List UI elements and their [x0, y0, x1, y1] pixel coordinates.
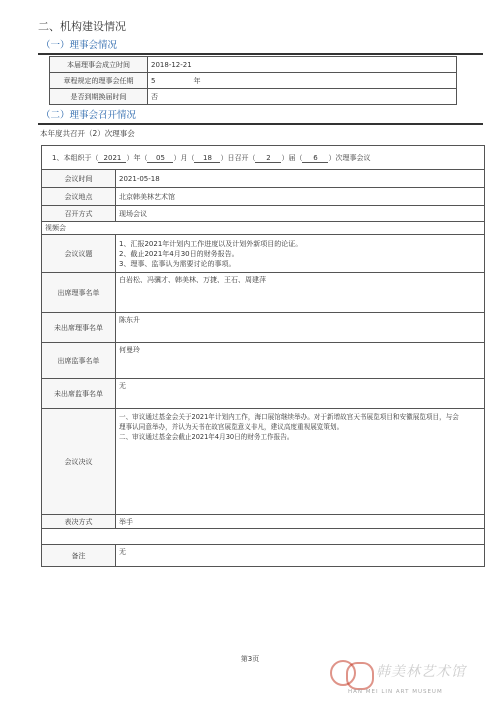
meeting-line-text-2: ）年（ [126, 153, 148, 162]
term-label: 章程规定的理事会任期 [50, 73, 148, 89]
meeting-day: 18 [194, 154, 220, 163]
present-directors-value: 白岩松、冯骥才、韩美林、万捷、王石、周建萍 [116, 273, 485, 313]
absent-directors-label: 未出席理事名单 [42, 313, 116, 343]
founding-date-value: 2018-12-21 [148, 57, 457, 73]
agenda-item: 1、汇报2021年计划内工作进度以及计划外新项目的论证。 [119, 239, 303, 248]
agenda-label: 会议议题 [42, 235, 116, 273]
meeting-time-value: 2021-05-18 [116, 170, 485, 188]
meeting-line-text-4: ）日召开（ [220, 153, 256, 162]
vote-method-label: 表决方式 [42, 515, 116, 529]
meeting-number: 6 [302, 154, 328, 163]
resolution-line: 理事认同意举办，并认为天书在故宫展览意义非凡，建议高度重视展览策划。 [119, 423, 344, 431]
meeting-session: 2 [255, 154, 281, 163]
page-number: 第3页 [240, 655, 260, 663]
heading-rule [38, 53, 483, 55]
museum-watermark [330, 660, 490, 700]
resolution-line: 一、审议通过基金会关于2021年计划内工作，海口展馆继续举办。对于新增故宫天书展览项目和安徽展览项目，与会 [119, 413, 459, 421]
resolution-label: 会议决议 [42, 409, 116, 515]
agenda-item: 2、截止2021年4月30日的财务报告。 [119, 249, 239, 258]
meeting-year: 2021 [98, 154, 126, 163]
founding-date-label: 本届理事会成立时间 [50, 57, 148, 73]
board-info-heading: （一）理事会情况 [41, 40, 118, 51]
resolution-cell [116, 409, 485, 515]
seal-face-icon [346, 662, 374, 690]
meeting-line-text-1: 1、本组织于（ [52, 153, 99, 162]
watermark-en: HAN MEI LIN ART MUSEUM [348, 689, 443, 695]
meeting-line [42, 146, 485, 170]
meeting-method-value: 现场会议 [116, 206, 485, 222]
absent-supervisors-label: 未出席监事名单 [42, 379, 116, 409]
blank-row [42, 529, 485, 545]
watermark-cn: 韩美林艺术馆 [376, 664, 466, 680]
meeting-table [41, 145, 485, 567]
term-expired-label: 是否到期换届时间 [50, 89, 148, 105]
meeting-line-text-3: ）月（ [173, 153, 195, 162]
meeting-place-label: 会议地点 [42, 188, 116, 206]
board-info-table [49, 56, 457, 105]
term-value: 5 [151, 76, 156, 85]
agenda-cell [116, 235, 485, 273]
remark-label: 备注 [42, 545, 116, 567]
heading-rule-2 [38, 123, 483, 125]
video-meeting-label: 视频会 [42, 222, 485, 235]
resolution-line: 二、审议通过基金会截止2021年4月30日的财务工作报告。 [119, 433, 294, 441]
meeting-count-summary: 本年度共召开（2）次理事会 [40, 129, 135, 138]
present-supervisors-label: 出席监事名单 [42, 343, 116, 379]
section-title: 二、机构建设情况 [38, 20, 126, 33]
absent-supervisors-value: 无 [116, 379, 485, 409]
present-supervisors-value: 何曼玲 [116, 343, 485, 379]
meeting-method-label: 召开方式 [42, 206, 116, 222]
absent-directors-value: 陈东升 [116, 313, 485, 343]
remark-value: 无 [116, 545, 485, 567]
term-cell [148, 73, 457, 89]
meeting-line-text-6: ）次理事会议 [328, 153, 371, 162]
term-unit: 年 [193, 76, 201, 85]
agenda-item: 3、理事、监事认为需要讨论的事项。 [119, 259, 236, 268]
meeting-place-value: 北京韩美林艺术馆 [116, 188, 485, 206]
present-directors-label: 出席理事名单 [42, 273, 116, 313]
meeting-time-label: 会议时间 [42, 170, 116, 188]
term-expired-value: 否 [148, 89, 457, 105]
meeting-month: 05 [147, 154, 173, 163]
meetings-heading: （二）理事会召开情况 [41, 110, 137, 121]
meeting-line-text-5: ）届（ [281, 153, 303, 162]
vote-method-value: 举手 [116, 515, 485, 529]
